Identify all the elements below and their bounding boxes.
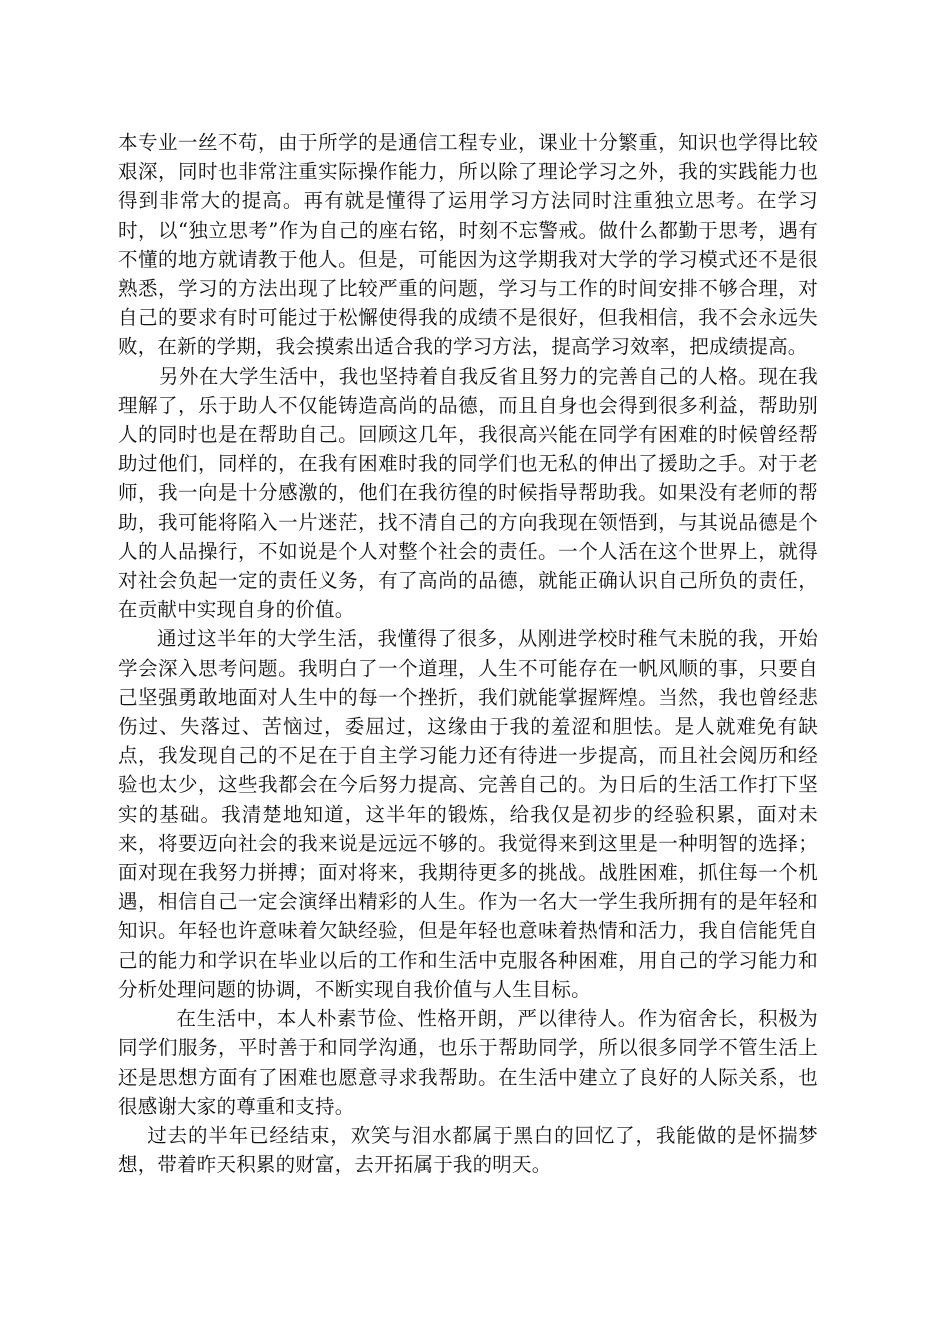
paragraph-reflection: 通过这半年的大学生活，我懂得了很多，从刚进学校时稚气未脱的我，开始学会深入思考问题。我明白了一个道理，人生不可能存在一帆风顺的事，只要自己坚强勇敢地面对人生中的每一个挫折，我们就能掌握辉煌。当然，我也曾经悲伤过、失落过、苦恼过，委屈过，这缘由于我的羞涩和胆怯。是人就难免有缺点，我发现自己的不足在于自主学习能力还有待进一步提高，而且社会阅历和经验也太少，这些我都会在今后努力提高、完善自己的。为日后的生活工作打下坚实的基础。我清楚地知道，这半年的锻炼，给我仅是初步的经验积累，面对未来，将要迈向社会的我来说是远远不够的。我觉得来到这里是一种明智的选择；面对现在我努力拼搏；面对将来，我期待更多的挑战。战胜困难，抓住每一个机遇，相信自己一定会演绎出精彩的人生。作为一名大一学生我所拥有的是年轻和知识。年轻也许意味着欠缺经验，但是年轻也意味着热情和活力，我自信能凭自己的能力和学识在毕业以后的工作和生活中克服各种困难，用自己的学习能力和分析处理问题的协调，不断实现自我价值与人生目标。 <box>118 627 818 1001</box>
paragraph-conclusion: 过去的半年已经结束，欢笑与泪水都属于黑白的回忆了，我能做的是怀揣梦想，带着昨天积累的财富，去开拓属于我的明天。 <box>118 1123 818 1177</box>
paragraph-study: 本专业一丝不苟，由于所学的是通信工程专业，课业十分繁重，知识也学得比较艰深，同时也非常注重实际操作能力，所以除了理论学习之外，我的实践能力也得到非常大的提高。再有就是懂得了运用学习方法同时注重独立思考。在学习时，以“独立思考”作为自己的座右铭，时刻不忘警戒。做什么都勤于思考，遇有不懂的地方就请教于他人。但是，可能因为这学期我对大学的学习模式还不是很熟悉，学习的方法出现了比较严重的问题，学习与工作的时间安排不够合理，对自己的要求有时可能过于松懈使得我的成绩不是很好，但我相信，我不会永远失败，在新的学期，我会摸索出适合我的学习方法，提高学习效率，把成绩提高。 <box>118 131 818 359</box>
paragraph-character: 另外在大学生活中，我也坚持着自我反省且努力的完善自己的人格。现在我理解了，乐于助人不仅能铸造高尚的品德，而且自身也会得到很多利益，帮助别人的同时也是在帮助自己。回顾这几年，我很高兴能在同学有困难的时候曾经帮助过他们，同样的，在我有困难时我的同学们也无私的伸出了援助之手。对于老师，我一向是十分感激的，他们在我彷徨的时候指导帮助我。如果没有老师的帮助，我可能将陷入一片迷茫，找不清自己的方向我现在领悟到，与其说品德是个人的人品操行，不如说是个人对整个社会的责任。一个人活在这个世界上，就得对社会负起一定的责任义务，有了高尚的品德，就能正确认识自己所负的责任，在贡献中实现自身的价值。 <box>118 364 818 622</box>
paragraph-life: 在生活中，本人朴素节俭、性格开朗，严以律待人。作为宿舍长，积极为同学们服务，平时善于和同学沟通，也乐于帮助同学，所以很多同学不管生活上还是思想方面有了困难也愿意寻求我帮助。在生活中建立了良好的人际关系，也很感谢大家的尊重和支持。 <box>118 1007 818 1118</box>
document-body <box>118 128 818 1179</box>
